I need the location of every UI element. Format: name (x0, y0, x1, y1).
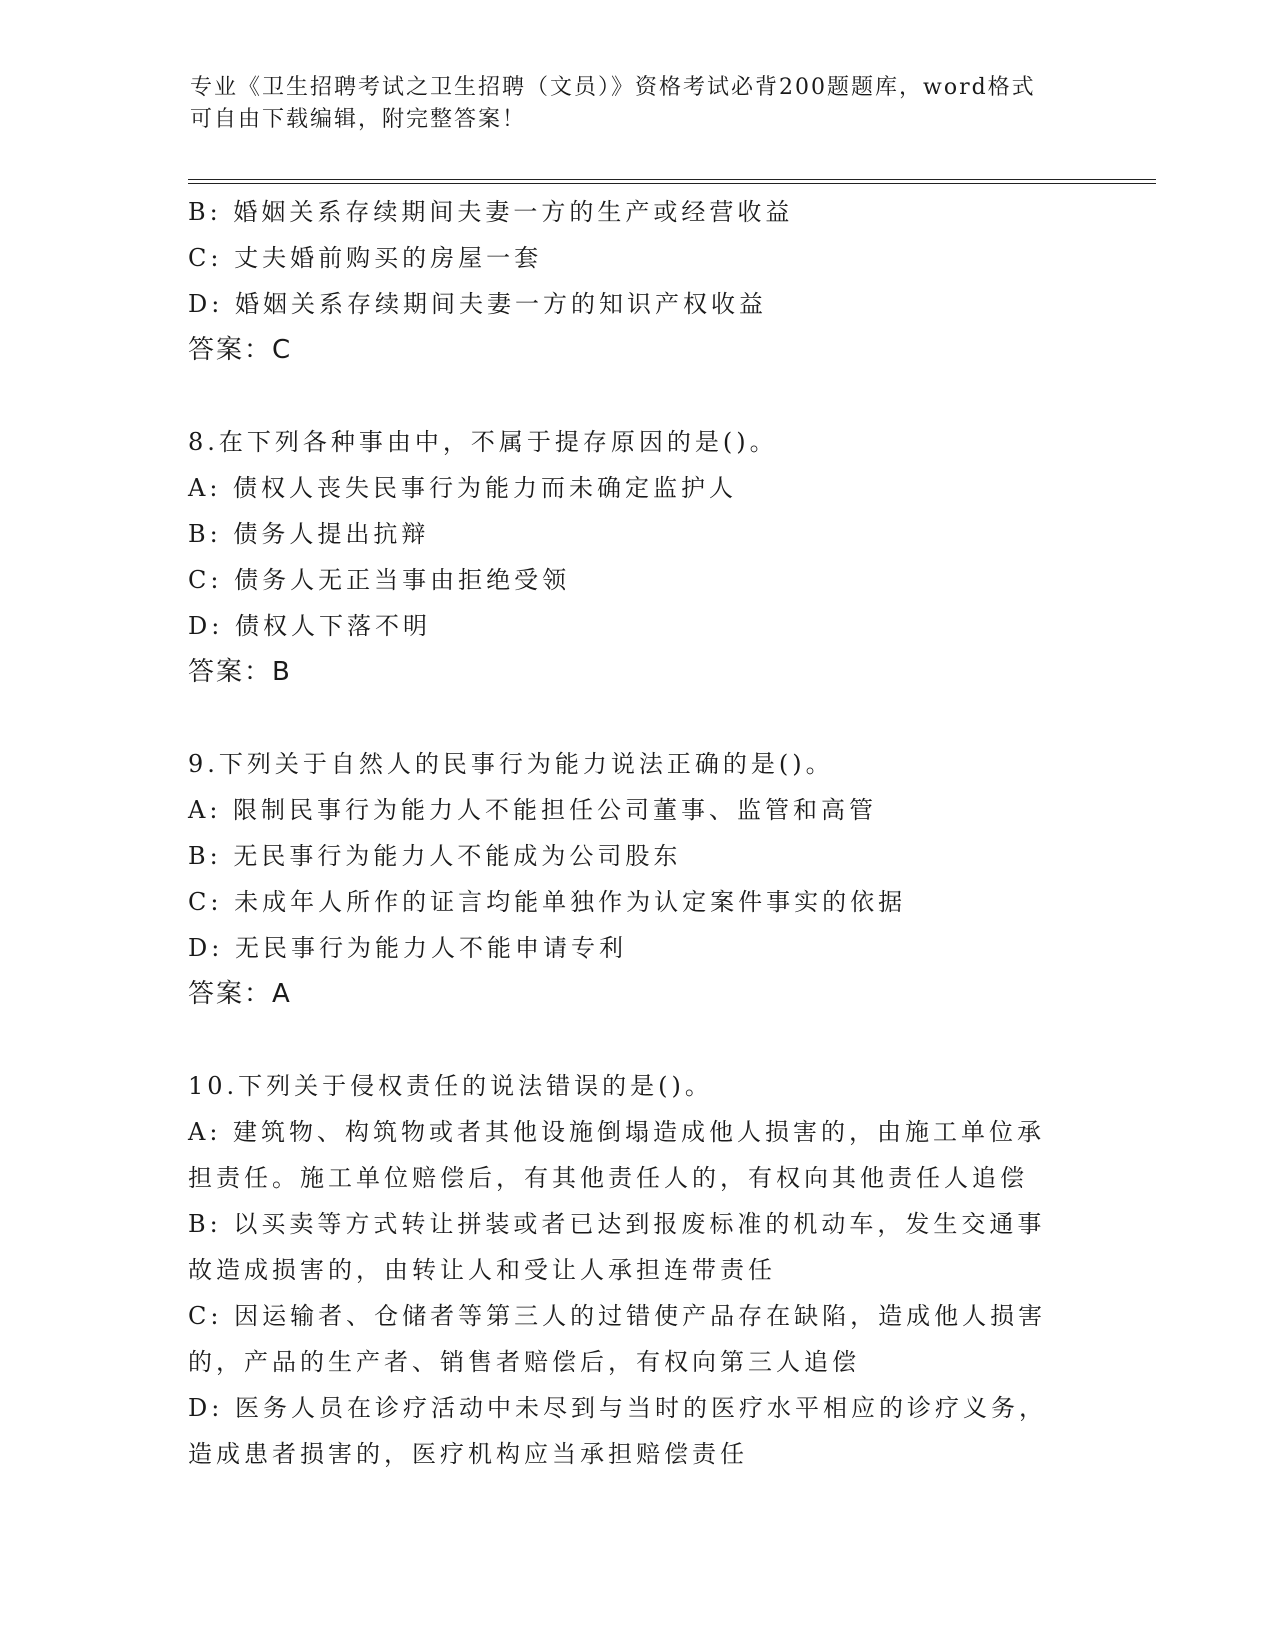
option-d: D: 无民事行为能力人不能申请专利 (188, 934, 627, 962)
option-c: C: 未成年人所作的证言均能单独作为认定案件事实的依据 (188, 888, 907, 916)
question-9 (188, 741, 1088, 1017)
option-d-line-2: 造成患者损害的，医疗机构应当承担赔偿责任 (188, 1440, 748, 1468)
question-text: 9.下列关于自然人的民事行为能力说法正确的是()。 (188, 750, 834, 778)
option-a: A: 债权人丧失民事行为能力而未确定监护人 (188, 474, 738, 502)
header-rule-bottom (188, 183, 1156, 184)
document-header (190, 72, 1070, 136)
option-a-line-1: A: 建筑物、构筑物或者其他设施倒塌造成他人损害的，由施工单位承 (188, 1118, 1046, 1146)
header-line-1: 专业《卫生招聘考试之卫生招聘（文员）》资格考试必背200题题库，word格式 (190, 75, 1036, 100)
option-b: B: 无民事行为能力人不能成为公司股东 (188, 842, 682, 870)
question-text: 10.下列关于侵权责任的说法错误的是()。 (188, 1072, 713, 1100)
header-line-2: 可自由下载编辑，附完整答案！ (190, 107, 527, 132)
option-a-line-2: 担责任。施工单位赔偿后，有其他责任人的，有权向其他责任人追偿 (188, 1164, 1028, 1192)
option-d: D: 债权人下落不明 (188, 612, 431, 640)
option-b-line-2: 故造成损害的，由转让人和受让人承担连带责任 (188, 1256, 776, 1284)
option-b: B: 债务人提出抗辩 (188, 520, 430, 548)
option-d-line-1: D: 医务人员在诊疗活动中未尽到与当时的医疗水平相应的诊疗义务， (188, 1394, 1047, 1422)
answer: 答案：A (188, 979, 292, 1009)
answer: 答案：C (188, 335, 293, 365)
spacer (188, 373, 1088, 419)
option-d: D: 婚姻关系存续期间夫妻一方的知识产权收益 (188, 290, 767, 318)
document-body (188, 189, 1088, 1477)
option-c-line-1: C: 因运输者、仓储者等第三人的过错使产品存在缺陷，造成他人损害 (188, 1302, 1047, 1330)
question-7-continued (188, 189, 1088, 373)
spacer (188, 695, 1088, 741)
option-c-line-2: 的，产品的生产者、销售者赔偿后，有权向第三人追偿 (188, 1348, 860, 1376)
option-c: C: 债务人无正当事由拒绝受领 (188, 566, 571, 594)
header-rule-top (188, 179, 1156, 180)
question-10 (188, 1063, 1088, 1477)
option-a: A: 限制民事行为能力人不能担任公司董事、监管和高管 (188, 796, 878, 824)
option-b: B: 婚姻关系存续期间夫妻一方的生产或经营收益 (188, 198, 794, 226)
option-b-line-1: B: 以买卖等方式转让拼装或者已达到报废标准的机动车，发生交通事 (188, 1210, 1046, 1238)
answer: 答案：B (188, 657, 292, 687)
question-8 (188, 419, 1088, 695)
spacer (188, 1017, 1088, 1063)
question-text: 8.在下列各种事由中，不属于提存原因的是()。 (188, 428, 778, 456)
option-c: C: 丈夫婚前购买的房屋一套 (188, 244, 543, 272)
